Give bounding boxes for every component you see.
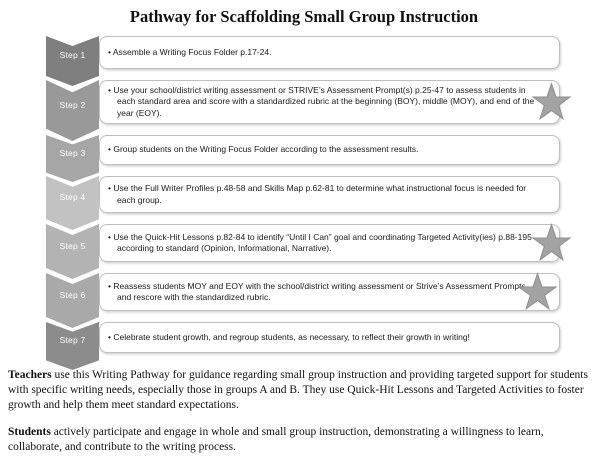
chevron-down-icon — [46, 176, 99, 230]
chevron-down-icon — [46, 135, 99, 182]
paragraph-text: use this Writing Pathway for guidance regarding small group instruction and providing targeted support for students with specific writing needs, especially those in groups A and B. They use Quick-Hit Lessons and Targeted Activities to foster growth and help them meet standard expectations. — [8, 369, 588, 411]
bullet-marker: • — [108, 144, 111, 155]
bullet-marker: • — [108, 183, 111, 194]
step-chevron-label: Step 3 — [59, 147, 86, 158]
chevron-down-icon — [46, 273, 99, 328]
step-chevron — [46, 273, 99, 328]
step-chevron — [46, 224, 99, 279]
bullet-marker: • — [108, 46, 111, 57]
step-text: Celebrate student growth, and regroup students, as necessary, to reflect their growth in writing! — [113, 331, 470, 342]
step-chevron — [46, 176, 99, 230]
step-row — [46, 322, 560, 353]
step-text: Group students on the Writing Focus Folder according to the assessment results. — [113, 144, 419, 155]
step-row — [46, 176, 560, 213]
step-box — [99, 36, 560, 69]
bullet-marker: • — [108, 84, 111, 95]
step-row — [46, 36, 560, 69]
step-box — [99, 80, 560, 124]
step-chevron-label: Step 4 — [59, 192, 86, 202]
step-text: Use your school/district writing assessment or STRIVE’s Assessment Prompt(s) p.25-47 to assess students in each standard area and score with a standardized rubric at the beginning (BOY), middle (MOY), and end of the year (EOY). — [113, 84, 535, 118]
step-row — [46, 135, 560, 165]
step-box — [99, 224, 560, 262]
step-chevron — [46, 80, 99, 141]
paragraph-lead: Teachers — [8, 369, 52, 381]
step-row — [46, 273, 560, 311]
step-text: Reassess students MOY and EOY with the school/district writing assessment or Strive’s Assessment Prompts and rescore with the standardized rubric. — [113, 280, 526, 302]
step-chevron-label: Step 1 — [59, 50, 86, 60]
chevron-down-icon — [46, 36, 99, 86]
step-chevron-label: Step 2 — [59, 99, 86, 110]
chevron-down-icon — [46, 80, 99, 141]
star-icon — [517, 273, 558, 312]
chevron-down-icon — [46, 322, 99, 370]
step-box — [99, 322, 560, 353]
step-chevron — [46, 36, 99, 86]
page-title: Pathway for Scaffolding Small Group Instruction — [129, 7, 479, 26]
step-row — [46, 80, 560, 124]
bullet-marker: • — [108, 331, 111, 342]
step-chevron-label: Step 7 — [59, 335, 86, 345]
bullet-marker: • — [108, 231, 111, 242]
step-row — [46, 224, 560, 262]
step-box — [99, 273, 560, 311]
star-icon — [531, 224, 572, 263]
teachers-paragraph — [8, 368, 600, 413]
step-text: Use the Quick-Hit Lessons p.82-84 to identify “Until I Can” goal and coordinating Targeted Activity(ies) p.88-195 according to standard (Opinion, Informational, Narrative). — [113, 231, 532, 253]
step-chevron — [46, 135, 99, 182]
footer-paragraphs — [8, 368, 600, 455]
pathway-diagram — [46, 36, 560, 353]
step-box — [99, 135, 560, 165]
star-icon — [531, 83, 572, 122]
bullet-marker: • — [108, 280, 111, 291]
students-paragraph — [8, 425, 600, 455]
paragraph-text: actively participate and engage in whole and small group instruction, demonstrating a willingness to learn, collaborate, and contribute to the writing process. — [8, 425, 544, 453]
step-chevron-label: Step 6 — [59, 289, 86, 300]
step-chevron — [46, 322, 99, 370]
chevron-down-icon — [46, 224, 99, 279]
step-box — [99, 176, 560, 213]
paragraph-lead: Students — [8, 425, 51, 438]
step-text: Use the Full Writer Profiles p.48-58 and Skills Map p.62-81 to determine what instructional focus is needed for each group. — [113, 183, 527, 205]
step-chevron-label: Step 5 — [59, 240, 86, 251]
step-text: Assemble a Writing Focus Folder p.17-24. — [112, 46, 272, 57]
